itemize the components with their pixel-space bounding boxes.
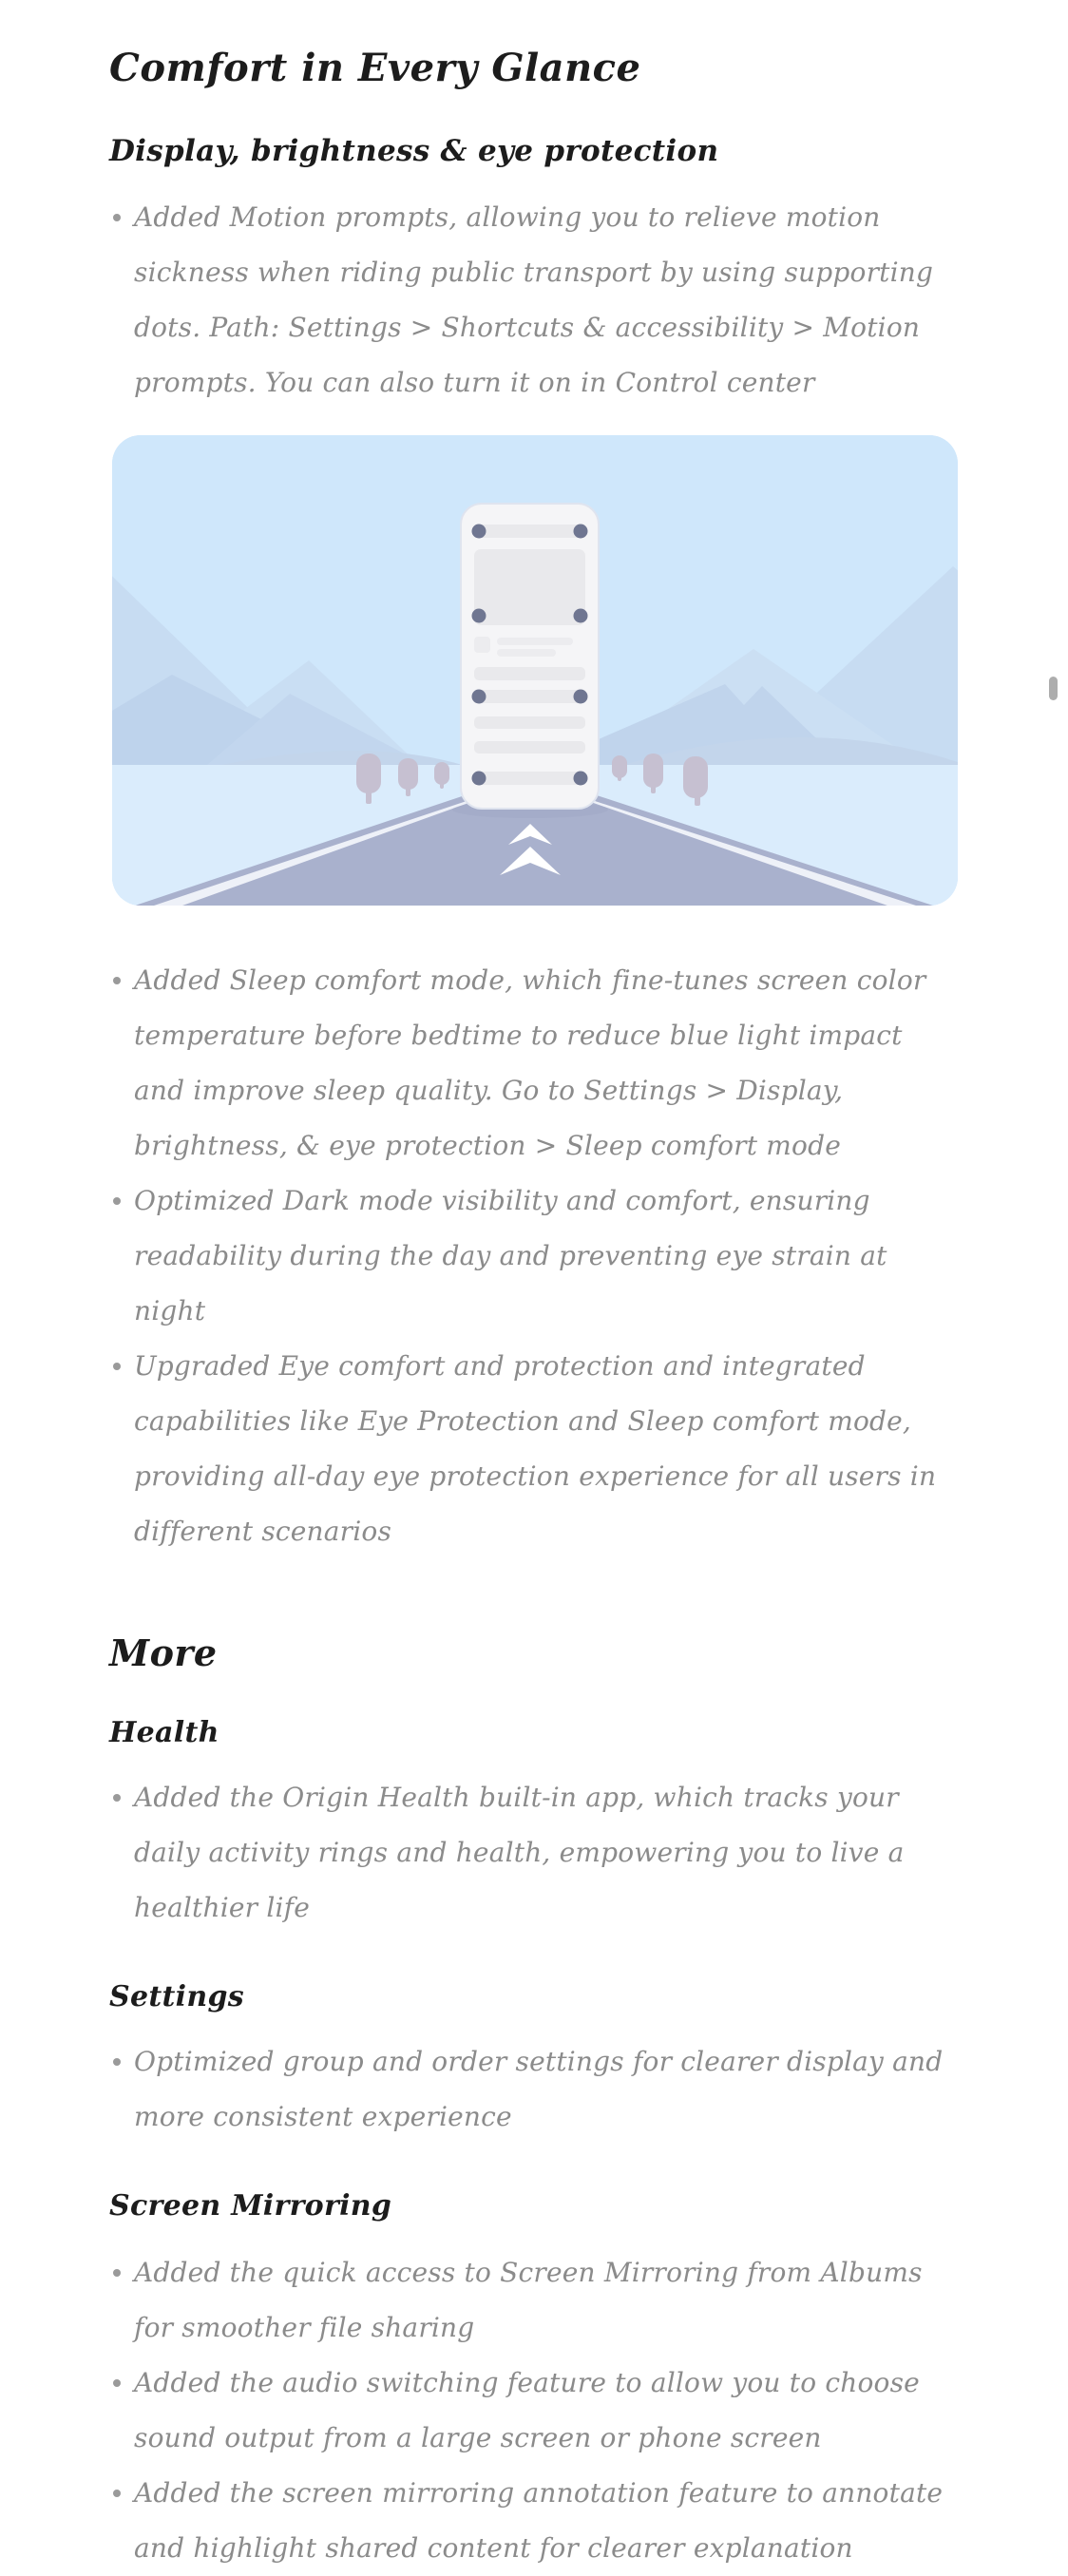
bullet-dot-icon xyxy=(113,214,121,221)
bullet-text: Upgraded Eye comfort and protection and integrated capabilities like Eye Protection and Sleep comfort mode, providing all-day eye protection experience for all users in different scenarios xyxy=(134,1350,937,1547)
bullet-item xyxy=(109,1339,945,1559)
section-heading-screen-mirroring: Screen Mirroring xyxy=(109,2189,392,2223)
bullet-item xyxy=(109,2356,945,2466)
screen-mirroring-bullets xyxy=(109,2245,966,2576)
health-bullets xyxy=(109,1770,966,1936)
bullet-text: Added the quick access to Screen Mirroring from Albums for smoother file sharing xyxy=(134,2257,923,2343)
bullet-text: Added the screen mirroring annotation feature to annotate and highlight shared content for clearer explanation xyxy=(134,2477,944,2564)
bullet-dot-icon xyxy=(113,1363,121,1370)
changelog-page xyxy=(109,0,966,2576)
bullet-text: Added Motion prompts, allowing you to relieve motion sickness when riding public transport by using supporting dots. Path: Settings > Shortcuts & accessibility > Motion prompts. You can also turn it on in Control center xyxy=(134,201,934,398)
bullet-dot-icon xyxy=(113,2379,121,2387)
settings-bullets xyxy=(109,2034,966,2145)
section-heading-more: More xyxy=(109,1631,218,1674)
bullet-dot-icon xyxy=(113,977,121,984)
motion-prompts-illustration xyxy=(112,435,958,906)
bullet-dot-icon xyxy=(113,1794,121,1802)
bullet-dot-icon xyxy=(113,2490,121,2497)
bullet-text: Optimized Dark mode visibility and comfort, ensuring readability during the day and preventing eye strain at night xyxy=(134,1185,887,1326)
bullet-item xyxy=(109,2034,945,2145)
page-title: Comfort in Every Glance xyxy=(109,46,641,90)
section-heading-display: Display, brightness & eye protection xyxy=(109,134,719,168)
section-heading-settings: Settings xyxy=(109,1980,244,2013)
bullet-dot-icon xyxy=(113,1197,121,1205)
bullet-text: Added the audio switching feature to allow you to choose sound output from a large screen or phone screen xyxy=(134,2367,920,2453)
bullet-text: Added Sleep comfort mode, which fine-tunes screen color temperature before bedtime to reduce blue light impact and improve sleep quality. Go to Settings > Display, brightness, & eye protection > Sleep comfort mode xyxy=(134,964,926,1161)
section-heading-health: Health xyxy=(109,1716,219,1749)
road-scene-graphic xyxy=(112,435,958,906)
bullet-text: Optimized group and order settings for clearer display and more consistent experience xyxy=(134,2046,944,2132)
bullet-item xyxy=(109,2466,945,2576)
display-bullets-bottom xyxy=(109,953,966,1559)
bullet-item xyxy=(109,2245,945,2356)
bullet-dot-icon xyxy=(113,2269,121,2277)
display-bullets-top xyxy=(109,190,966,410)
bullet-dot-icon xyxy=(113,2058,121,2066)
scrollbar-thumb[interactable] xyxy=(1049,677,1058,700)
bullet-item xyxy=(109,190,945,410)
bullet-text: Added the Origin Health built-in app, which tracks your daily activity rings and health, empowering you to live a healthier life xyxy=(134,1782,905,1923)
phone-graphic xyxy=(461,504,599,809)
bullet-item xyxy=(109,1770,945,1936)
bullet-item xyxy=(109,953,945,1174)
bullet-item xyxy=(109,1174,945,1339)
